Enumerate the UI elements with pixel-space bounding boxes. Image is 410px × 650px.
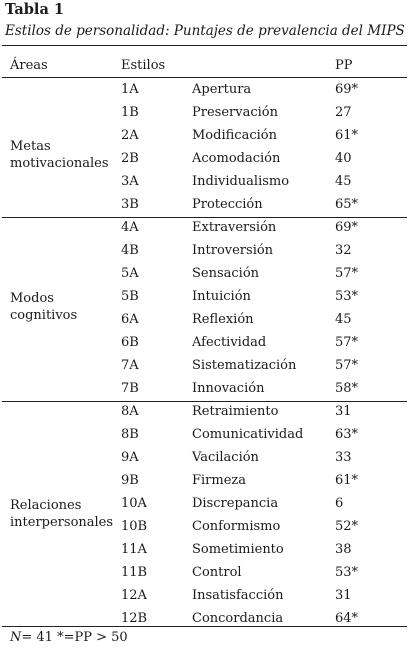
cell-style: Reflexión — [192, 312, 254, 327]
area-label-line: interpersonales — [10, 515, 114, 530]
cell-style: Sistematización — [192, 358, 297, 373]
cell-style: Acomodación — [192, 151, 281, 166]
footnote-text: = 41 *=PP > 50 — [21, 630, 128, 645]
area-label — [10, 497, 113, 531]
cell-style: Comunicatividad — [192, 427, 304, 442]
cell-pp: 61* — [335, 128, 359, 143]
cell-style: Individualismo — [192, 174, 290, 189]
cell-code: 6A — [121, 312, 139, 327]
cell-code: 11A — [121, 542, 147, 557]
cell-code: 3B — [121, 197, 139, 212]
cell-code: 7B — [121, 381, 139, 396]
cell-pp: 63* — [335, 427, 359, 442]
cell-code: 5B — [121, 289, 139, 304]
group-rule — [2, 401, 407, 402]
cell-pp: 57* — [335, 358, 359, 373]
cell-pp: 45 — [335, 174, 352, 189]
cell-pp: 32 — [335, 243, 352, 258]
cell-style: Retraimiento — [192, 404, 279, 419]
cell-pp: 53* — [335, 565, 359, 580]
cell-style: Protección — [192, 197, 263, 212]
cell-code: 10A — [121, 496, 147, 511]
cell-code: 8A — [121, 404, 139, 419]
cell-style: Firmeza — [192, 473, 247, 488]
area-label-line: Modos — [10, 291, 54, 306]
area-label-line: cognitivos — [10, 308, 78, 323]
cell-pp: 61* — [335, 473, 359, 488]
cell-code: 5A — [121, 266, 139, 281]
cell-code: 11B — [121, 565, 148, 580]
cell-style: Innovación — [192, 381, 265, 396]
cell-code: 2B — [121, 151, 139, 166]
cell-code: 1B — [121, 105, 139, 120]
cell-style: Apertura — [192, 82, 252, 97]
cell-pp: 40 — [335, 151, 352, 166]
cell-style: Modificación — [192, 128, 277, 143]
header-rule — [2, 77, 407, 78]
header-areas: Áreas — [10, 58, 48, 73]
bottom-rule — [2, 626, 407, 627]
cell-pp: 6 — [335, 496, 344, 511]
area-label — [10, 290, 77, 324]
cell-pp: 69* — [335, 220, 359, 235]
cell-pp: 38 — [335, 542, 352, 557]
cell-code: 6B — [121, 335, 139, 350]
cell-pp: 33 — [335, 450, 352, 465]
cell-pp: 57* — [335, 266, 359, 281]
footnote-n-label: N — [10, 630, 22, 645]
cell-pp: 31 — [335, 404, 352, 419]
cell-style: Sensación — [192, 266, 260, 281]
cell-code: 1A — [121, 82, 139, 97]
cell-pp: 57* — [335, 335, 359, 350]
cell-code: 12A — [121, 588, 147, 603]
cell-code: 7A — [121, 358, 139, 373]
cell-code: 9A — [121, 450, 139, 465]
cell-style: Sometimiento — [192, 542, 284, 557]
cell-style: Vacilación — [192, 450, 259, 465]
cell-pp: 64* — [335, 611, 359, 626]
top-rule — [2, 45, 407, 46]
area-label-line: Relaciones — [10, 498, 82, 513]
cell-code: 9B — [121, 473, 139, 488]
cell-style: Extraversión — [192, 220, 277, 235]
cell-code: 3A — [121, 174, 139, 189]
header-pp: PP — [335, 58, 353, 73]
cell-pp: 45 — [335, 312, 352, 327]
cell-code: 8B — [121, 427, 139, 442]
cell-style: Preservación — [192, 105, 278, 120]
area-label — [10, 138, 109, 172]
cell-pp: 53* — [335, 289, 359, 304]
cell-code: 4A — [121, 220, 139, 235]
cell-pp: 52* — [335, 519, 359, 534]
area-label-line: motivacionales — [10, 156, 109, 171]
cell-pp: 69* — [335, 82, 359, 97]
cell-code: 10B — [121, 519, 148, 534]
cell-code: 2A — [121, 128, 139, 143]
table-subtitle: Estilos de personalidad: Puntajes de prevalencia del MIPS — [5, 23, 405, 39]
cell-style: Insatisfacción — [192, 588, 284, 603]
header-estilos: Estilos — [121, 58, 166, 73]
cell-style: Intuición — [192, 289, 251, 304]
cell-style: Control — [192, 565, 242, 580]
cell-pp: 27 — [335, 105, 352, 120]
cell-style: Introversión — [192, 243, 274, 258]
area-label-line: Metas — [10, 139, 51, 154]
cell-style: Conformismo — [192, 519, 281, 534]
cell-pp: 65* — [335, 197, 359, 212]
group-rule — [2, 217, 407, 218]
cell-pp: 58* — [335, 381, 359, 396]
cell-style: Afectividad — [192, 335, 267, 350]
table-title: Tabla 1 — [5, 1, 64, 18]
cell-code: 12B — [121, 611, 148, 626]
cell-style: Discrepancia — [192, 496, 279, 511]
cell-pp: 31 — [335, 588, 352, 603]
footnote — [10, 630, 128, 645]
cell-code: 4B — [121, 243, 139, 258]
cell-style: Concordancia — [192, 611, 284, 626]
